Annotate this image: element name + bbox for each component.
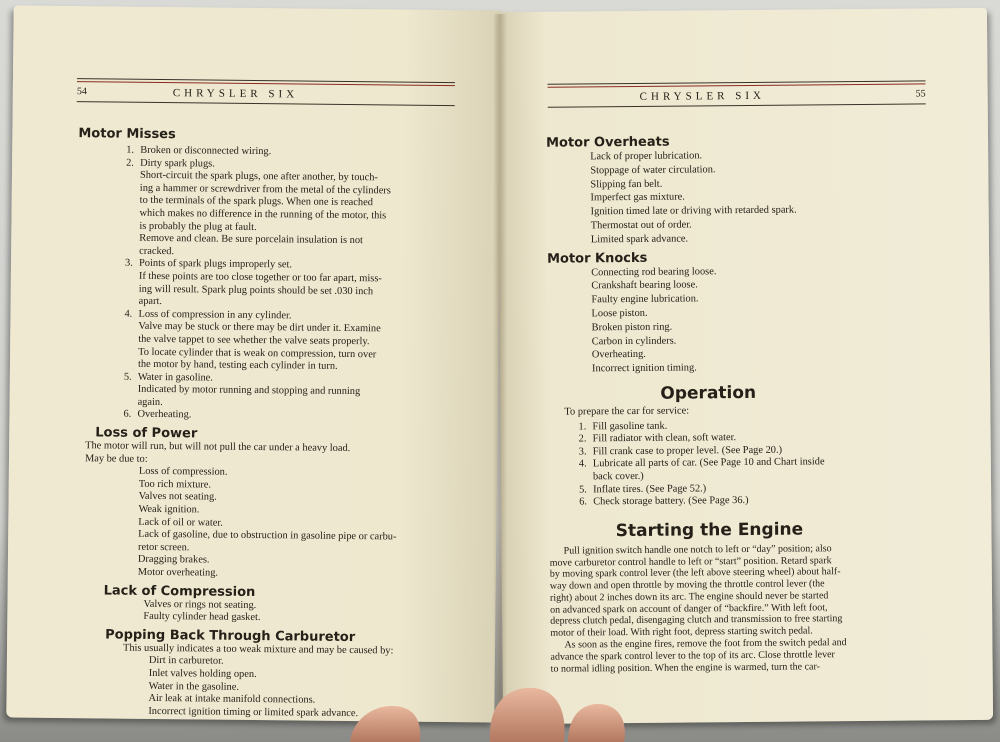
item-line: again. [137,396,163,408]
motor-misses-list [123,144,458,425]
item-line: which makes no difference in the running of the motor, this [139,207,387,222]
header-rule-bottom [548,103,926,107]
item-line: Dirty spark plugs. [140,157,215,170]
list-item: Lack of proper lubrication. [590,150,703,163]
item-line: Water in gasoline. [137,371,213,384]
loss-of-power-intro [85,440,455,469]
item-line: Fill crank case to proper level. (See Page 20.) [592,444,783,458]
item-line: Points of spark plugs improperly set. [138,258,293,271]
section-title: Popping Back Through Carburetor [105,627,356,645]
item-number: 3. [578,446,587,458]
item-line: If these points are too close together or too far apart, miss- [138,270,382,285]
lack-of-compression-list [143,598,453,626]
list-item: Stoppage of water circulation. [590,164,716,177]
list-item: Dragging brakes. [137,554,210,566]
list-item [579,493,939,509]
list-item: Pull ignition switch handle one notch to left or “day” position; also [563,542,832,557]
list-item: Incorrect ignition timing. [591,362,697,375]
item-number: 1. [578,420,587,433]
item-number: 6. [579,496,588,508]
operation-heading: Operation [660,382,757,404]
list-item: Loss of compression. [138,466,228,478]
list-item: advance the spark control lever to the top of its arc. Close throttle lever [550,649,835,663]
section-title: Motor Overheats [545,134,670,151]
item-line: is probably the plug at fault. [139,220,257,233]
item-line: the motor by hand, testing each cylinder in turn. [137,358,338,372]
list-item: retor screen. [138,541,190,554]
list-item [124,257,458,312]
left-page [6,5,501,722]
starting-paragraph [550,542,941,640]
list-item: depress clutch pedal, disengaging clutch and transmission to free starting [550,613,843,628]
list-item: Water in the gasoline. [148,680,240,693]
item-number: 5. [579,483,587,495]
list-item: Dirt in carburetor. [148,655,224,668]
item-number: 2. [578,433,587,445]
book-spine [493,14,507,720]
item-line: To locate cylinder that is weak on compression, turn over [138,346,377,360]
item-line: Fill radiator with clean, soft water. [592,432,737,445]
list-item: way down and open throttle by moving the throttle control lever (the [549,578,825,592]
item-number: 1. [126,144,135,156]
list-item [123,371,456,412]
item-number: 4. [124,308,133,320]
item-line: to the terminals of the spark plugs. When one is reached [139,195,373,209]
running-title: CHRYSLER SIX [639,89,766,103]
header-rule-bottom [77,101,455,106]
operation-intro: To prepare the car for service: [564,405,690,418]
list-item: Incorrect ignition timing or limited spark advance. [148,705,359,719]
list-item: Motor overheating. [137,566,219,579]
list-item: Overheating. [591,349,646,361]
list-item: to normal idling position. When the engine is warmed, turn the car- [550,661,820,675]
item-line: Check storage battery. (See Page 36.) [593,495,749,508]
item-line: ing a hammer or screwdriver from the metal of the cylinders [139,182,391,197]
item-number: 3. [124,257,133,270]
loss-of-power-list [138,466,455,583]
motor-knocks-list [591,263,938,376]
right-page [497,8,993,724]
item-line: Indicated by motor running and stopping and running [137,384,361,398]
motor-overheats-list [590,147,937,247]
item-line: Short-circuit the spark plugs, one after another, by touch- [139,169,378,184]
list-item: Loose piston. [591,307,648,320]
list-item: on advanced spark on account of danger of “backfire.” With left foot, [550,601,828,616]
item-line: Lubricate all parts of car. (See Page 10 and Chart inside [592,456,825,470]
page-number: 55 [915,88,926,100]
item-line: Overheating. [137,409,192,421]
list-item: Carbon in cylinders. [591,335,677,347]
list-item [126,157,458,261]
list-item: move carburetor control handle to left or “start” position. Retard spark [549,554,832,569]
list-item: Imperfect gas mixture. [590,191,685,204]
item-line: apart. [138,295,163,308]
list-item: Weak ignition. [138,503,200,516]
item-number: 6. [123,409,132,421]
list-item: Faulty cylinder head gasket. [143,611,261,624]
list-item: As soon as the engine fires, remove the foot from the switch pedal and [564,637,847,651]
running-title: CHRYSLER SIX [172,87,299,101]
item-line: Loss of compression in any cylinder. [138,308,292,322]
list-item: Slipping fan belt. [590,178,663,190]
operation-list [578,418,939,509]
list-item: by moving spark control lever (the left above steering wheel) about half- [549,566,841,581]
popping-back-intro: This usually indicates a too weak mixture and may be caused by: [122,642,394,657]
item-number: 5. [123,371,132,383]
list-item: right) about 2 inches down its arc. The engine should never be started [549,590,829,604]
item-line: ing will result. Spark plug points should be set .030 inch [138,283,374,297]
list-item [124,308,457,375]
list-item [123,409,455,425]
item-line: Valve may be stuck or there may be dirt under it. Examine [138,321,381,335]
page-number: 54 [76,86,87,98]
item-number: 4. [578,458,587,470]
starting-heading: Starting the Engine [615,519,804,541]
list-item: motor of their load. With right foot, depress starting switch pedal. [550,625,813,639]
list-item: Faulty engine lubrication. [591,293,699,306]
item-line: Fill gasoline tank. [592,420,668,432]
item-line: Inflate tires. (See Page 52.) [593,482,707,495]
item-line: Broken or disconnected wiring. [140,144,272,158]
section-title: Lack of Compression [103,583,256,600]
list-item: Connecting rod bearing loose. [591,265,717,278]
hand-fingers [330,670,650,742]
item-line: cracked. [139,245,175,257]
list-item: Inlet valves holding open. [148,667,257,681]
list-item: The motor will run, but will not pull the car under a heavy load. [85,440,351,455]
list-item: Broken piston ring. [591,321,673,334]
item-line: Remove and clean. Be sure porcelain insulation is not [139,232,363,247]
item-line: the valve tappet to see whether the valve seats properly. [138,333,370,348]
list-item: Too rich mixture. [138,478,212,491]
list-item: May be due to: [84,452,148,465]
list-item: Ignition timed late or driving with retarded spark. [590,204,797,218]
list-item: Valves not seating. [138,491,217,504]
list-item: Limited spark advance. [590,233,689,246]
item-number: 2. [126,157,134,169]
list-item: Valves or rings not seating. [143,598,257,611]
right-content [546,132,941,675]
section-title: Loss of Power [95,425,198,442]
list-item: Air leak at intake manifold connections. [148,693,316,706]
list-item: Lack of gasoline, due to obstruction in gasoline pipe or carbu- [138,529,397,543]
left-content [72,126,458,721]
section-title: Motor Misses [78,126,176,143]
list-item: Thermostat out of order. [590,219,692,232]
item-line: back cover.) [592,470,644,483]
list-item: Lack of oil or water. [138,516,223,529]
list-item: Crankshaft bearing loose. [591,279,698,292]
section-title: Motor Knocks [546,250,648,267]
list-item [578,456,939,484]
